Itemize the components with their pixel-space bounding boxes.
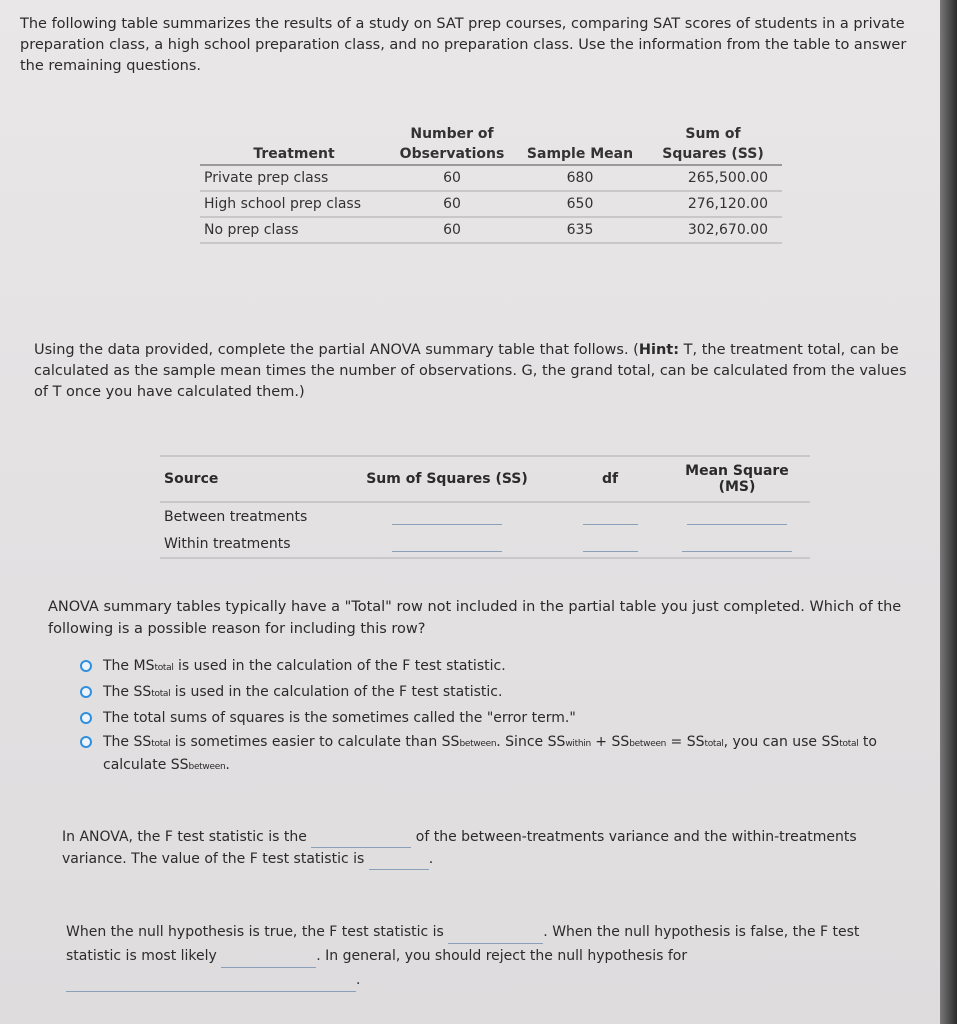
table-row xyxy=(200,165,782,191)
header-sum-of-squares: Sum of Squares (SS) xyxy=(338,456,556,502)
cell-mean: 650 xyxy=(516,191,644,217)
source-between: Between treatments xyxy=(164,508,308,525)
cell-ss: 302,670.00 xyxy=(644,217,782,243)
df-between-input[interactable] xyxy=(583,510,638,525)
option-easier-to-calculate[interactable]: The SStotal is sometimes easier to calculate than SSbetween. Since SSwithin + SSbetween = SStotal, you can use SStotal to calculate SSbetween. xyxy=(80,732,910,778)
screen-edge xyxy=(940,0,957,1024)
intro-text: The following table summarizes the results of a study on SAT prep courses, comparing SAT scores of students in a private preparation class, a high school preparation class, and no preparation class. Use the information from the table to answer the remaining questions. xyxy=(20,16,907,74)
ss-within-input[interactable] xyxy=(392,537,502,552)
cell-ss: 265,500.00 xyxy=(644,165,782,191)
reject-region-dropdown[interactable] xyxy=(66,977,356,992)
header-n-line1: Number of xyxy=(410,126,494,142)
table-row xyxy=(160,502,810,530)
radio-button[interactable] xyxy=(80,686,92,698)
cell-treatment: No prep class xyxy=(200,217,388,243)
cell-n: 60 xyxy=(388,217,516,243)
question-f-statistic: In ANOVA, the F test statistic is the of the between-treatments variance and the within-treatments variance. The value of the F test statistic is . xyxy=(62,826,902,870)
anova-table xyxy=(160,455,810,559)
header-df: df xyxy=(556,456,664,502)
header-ss-line1: Sum of xyxy=(685,126,741,142)
cell-n: 60 xyxy=(388,191,516,217)
hint-paragraph: Using the data provided, complete the partial ANOVA summary table that follows. (Hint: T, the treatment total, can be calculated as the sample mean times the number of observations. G, the grand total, can be calculated from the values of T once you have calculated them.) xyxy=(34,342,907,400)
table-row xyxy=(200,191,782,217)
radio-button[interactable] xyxy=(80,736,92,748)
header-source: Source xyxy=(160,456,338,502)
cell-treatment: High school prep class xyxy=(200,191,388,217)
header-mean-square: Mean Square (MS) xyxy=(664,456,810,502)
f-null-false-dropdown[interactable] xyxy=(221,953,316,968)
hint-label: Hint: xyxy=(638,342,680,358)
header-ss-line2: Squares (SS) xyxy=(644,144,782,165)
answer-options xyxy=(80,656,910,781)
df-within-input[interactable] xyxy=(583,537,638,552)
ss-between-input[interactable] xyxy=(392,510,502,525)
option-error-term[interactable]: The total sums of squares is the sometimes called the "error term." xyxy=(80,708,910,729)
radio-button[interactable] xyxy=(80,660,92,672)
question-null-hypothesis: When the null hypothesis is true, the F test statistic is . When the null hypothesis is false, the F test statistic is most likely . In general, you should reject the null hypothesis for . xyxy=(66,920,906,992)
header-n-line2: Observations xyxy=(388,144,516,165)
f-ratio-dropdown[interactable] xyxy=(311,833,411,848)
table-row xyxy=(160,530,810,558)
f-value-input[interactable] xyxy=(369,855,429,870)
cell-ss: 276,120.00 xyxy=(644,191,782,217)
treatment-table xyxy=(200,124,782,244)
ms-within-input[interactable] xyxy=(682,537,792,552)
header-mean: Sample Mean xyxy=(516,144,644,165)
radio-button[interactable] xyxy=(80,712,92,724)
header-treatment: Treatment xyxy=(200,144,388,165)
cell-mean: 680 xyxy=(516,165,644,191)
source-within: Within treatments xyxy=(160,530,338,558)
cell-n: 60 xyxy=(388,165,516,191)
cell-mean: 635 xyxy=(516,217,644,243)
table-row xyxy=(200,217,782,243)
ms-between-input[interactable] xyxy=(687,510,787,525)
question-total-row: ANOVA summary tables typically have a "Total" row not included in the partial table you just completed. Which of the following is a possible reason for including this row? xyxy=(48,599,902,637)
option-ms-total[interactable]: The MStotal is used in the calculation of the F test statistic. xyxy=(80,656,910,679)
f-null-true-dropdown[interactable] xyxy=(448,929,543,944)
option-ss-total[interactable]: The SStotal is used in the calculation of the F test statistic. xyxy=(80,682,910,705)
cell-treatment: Private prep class xyxy=(200,165,388,191)
